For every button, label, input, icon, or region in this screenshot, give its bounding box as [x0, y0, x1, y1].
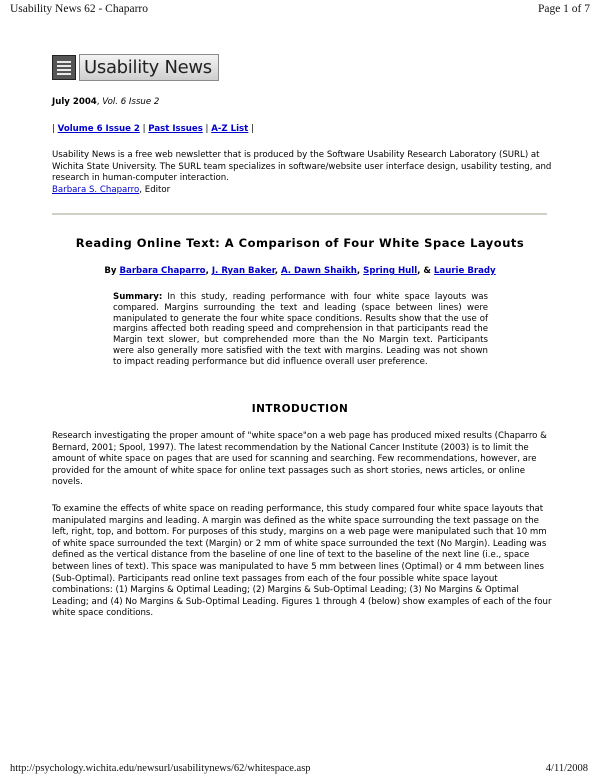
print-header-page: Page 1 of 7	[537, 3, 590, 15]
nav-link-past-issues[interactable]: Past Issues	[148, 124, 203, 134]
author-line: By Barbara Chaparro, J. Ryan Baker, A. Dawn Shaikh, Spring Hull, & Laurie Brady	[104, 266, 496, 276]
author-link[interactable]: Laurie Brady	[433, 266, 496, 276]
article-title: Reading Online Text: A Comparison of Four White Space Layouts	[75, 236, 525, 250]
paragraph: To examine the effects of white space on reading performance, this study compared four white space layouts that manipulated margins and leading. A margin was defined as the white space surrounding the text passage on the left, right, top, and bottom. For purposes of this study, margins on a web page were manipulated such that 10 mm of white space surrounded the text (Margin) or 2 mm of white space surrounded the text (No Margin). Leading was defined as the vertical distance from the baseline of one line of text to the baseline of the next line (i.e., space between lines of text). This space was manipulated to have 5 mm between lines (Optimal) or 4 mm between lines (Sub-Optimal). Participants read online text passages from each of the four possible white space layout combinations: (1) Margins & Optimal Leading; (2) Margins & Sub-Optimal Leading; (3) No Margins & Optimal Leading; and (4) No Margins & Sub-Optimal Leading. Figures 1 through 4 (below) show examples of each of the four white space conditions.	[52, 504, 552, 619]
summary-label: Summary:	[113, 292, 163, 302]
author-link[interactable]: A. Dawn Shaikh	[280, 266, 357, 276]
issue-nav: | Volume 6 Issue 2 | Past Issues | A-Z List |	[52, 124, 254, 134]
paragraph: Research investigating the proper amount of "white space"on a web page has produced mixed results (Chaparro & Bernard, 2001; Spool, 1997). The latest recommendation by the National Cancer Institute (2003) is to limit the amount of white space on pages that are used for scanning and searching. Few recommendations, however, are provided for the amount of white space for online text passages such as short stories, news articles, or online novels.	[52, 431, 547, 488]
author-link[interactable]: Barbara Chaparro	[119, 266, 206, 276]
summary-block	[113, 292, 488, 368]
print-header-title: Usability News 62 - Chaparro	[10, 3, 148, 15]
author-link[interactable]: Spring Hull	[363, 266, 418, 276]
issue-separator: ,	[96, 97, 103, 107]
by-label: By	[104, 266, 117, 276]
author-link[interactable]: J. Ryan Baker	[211, 266, 275, 276]
nav-link-az-list[interactable]: A-Z List	[211, 124, 249, 134]
editor-suffix: , Editor	[139, 184, 171, 195]
print-footer-url: http://psychology.wichita.edu/newsurl/usabilitynews/62/whitespace.asp	[10, 763, 311, 774]
divider	[52, 213, 547, 215]
issue-date-line	[52, 97, 159, 107]
issue-volume: Vol. 6 Issue 2	[102, 97, 160, 107]
nav-link-volume[interactable]: Volume 6 Issue 2	[57, 124, 140, 134]
issue-date: July 2004	[52, 97, 97, 107]
summary-text: In this study, reading performance with four white space layouts was compared. Margins surrounding the text and leading (space between lines) were manipulated to generate the four white space conditions. Results show that the use of margins affected both reading speed and comprehension in that participants read the Margin text slower, but comprehended more than the No Margin text. Participants were also generally more satisfied with the text with margins. Leading was not shown to impact reading performance but did influence overall user preference.	[113, 292, 488, 367]
editor-link[interactable]: Barbara S. Chaparro	[52, 184, 140, 195]
print-footer-date: 4/11/2008	[545, 763, 588, 774]
newsletter-document-icon	[52, 55, 76, 80]
site-logo[interactable]	[52, 54, 219, 80]
newsletter-intro	[52, 150, 552, 196]
intro-text: Usability News is a free web newsletter that is produced by the Software Usability Research Laboratory (SURL) at Wichita State University. The SURL team specializes in software/website user interface design, usability testing, and research in human-computer interaction.	[52, 150, 552, 184]
logo-text: Usability News	[79, 54, 219, 81]
section-heading: INTRODUCTION	[251, 403, 349, 415]
